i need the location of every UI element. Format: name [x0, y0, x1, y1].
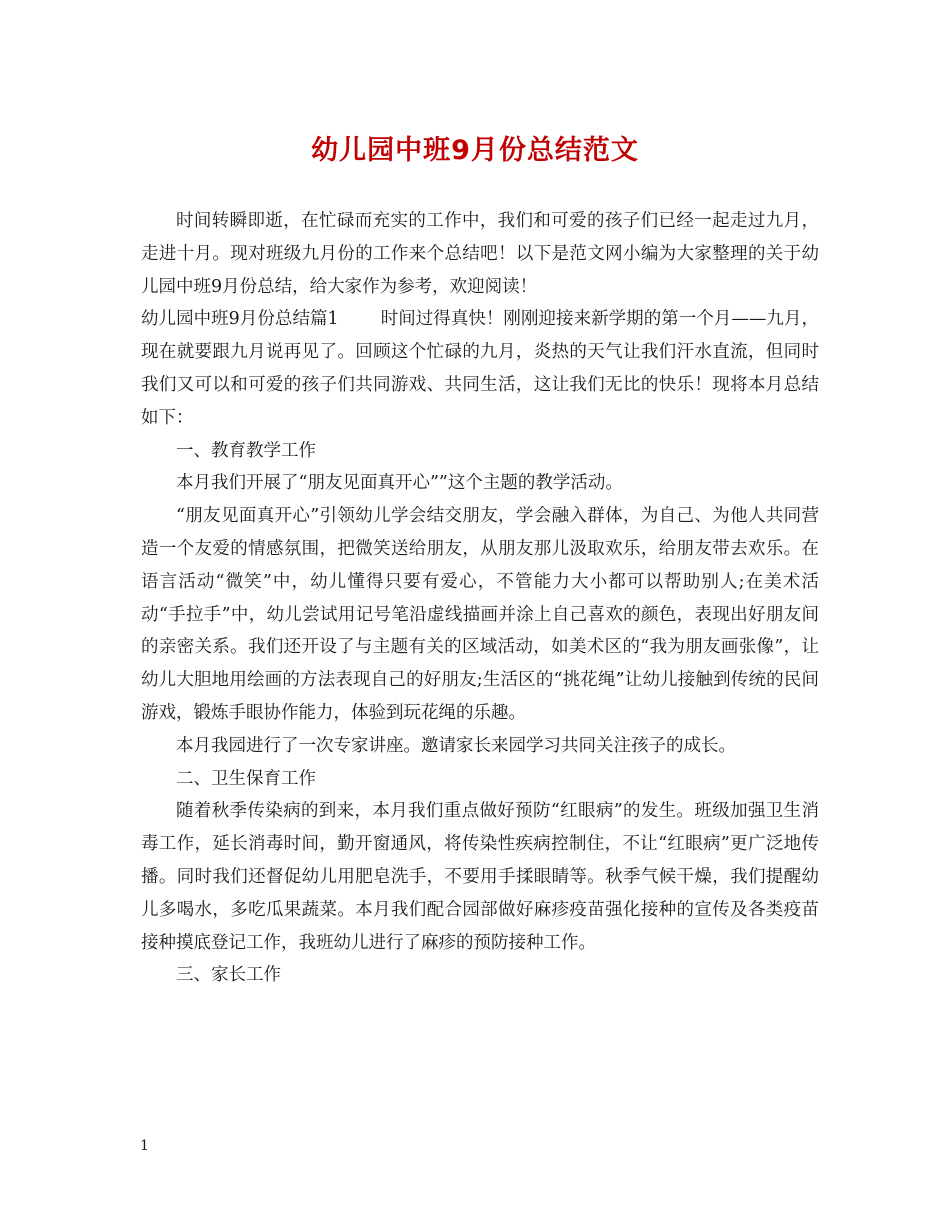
education-paragraph-3: 本月我园进行了一次专家讲座。邀请家长来园学习共同关注孩子的成长。: [176, 735, 736, 756]
education-paragraph-1: 本月我们开展了“朋友见面真开心””这个主题的教学活动。: [176, 473, 623, 494]
intro-paragraph: 时间转瞬即逝，在忙碌而充实的工作中，我们和可爱的孩子们已经一起走过九月，走进十月。现对班级九月份的工作来个总结吧！以下是范文网小编为大家整理的关于幼儿园中班9月份总结，给大家作为参考，欢迎阅读！: [141, 211, 819, 297]
document-body: [141, 205, 819, 992]
article-1-opening: 时间过得真快！刚刚迎接来新学期的第一个月——九月，现在就要跟九月说再见了。回顾这个忙碌的九月，炎热的天气让我们汗水直流，但同时我们又可以和可爱的孩子们共同游戏、共同生活，这让我们无比的快乐！现将本月总结如下：: [141, 309, 819, 428]
health-paragraph-1: 随着秋季传染病的到来，本月我们重点做好预防“红眼病”的发生。班级加强卫生消毒工作，延长消毒时间，勤开窗通风，将传染性疾病控制住，不让“红眼病”更广泛地传播。同时我们还督促幼儿用肥皂洗手，不要用手揉眼睛等。秋季气候干燥，我们提醒幼儿多喝水，多吃瓜果蔬菜。本月我们配合园部做好麻疹疫苗强化接种的宣传及各类疫苗接种摸底登记工作，我班幼儿进行了麻疹的预防接种工作。: [141, 801, 819, 953]
document-title: 幼儿园中班9月份总结范文: [311, 135, 639, 166]
education-paragraph-2: “朋友见面真开心”引领幼儿学会结交朋友，学会融入群体，为自己、为他人共同营造一个友爱的情感氛围，把微笑送给朋友，从朋友那儿汲取欢乐，给朋友带去欢乐。在语言活动“微笑”中，幼儿懂得只要有爱心，不管能力大小都可以帮助别人;在美术活动“手拉手”中，幼儿尝试用记号笔沿虚线描画并涂上自己喜欢的颜色，表现出好朋友间的亲密关系。我们还开设了与主题有关的区域活动，如美术区的“我为朋友画张像”，让幼儿大胆地用绘画的方法表现自己的好朋友;生活区的“挑花绳”让幼儿接触到传统的民间游戏，锻炼手眼协作能力，体验到玩花绳的乐趣。: [141, 506, 819, 723]
section-health-heading: 二、卫生保育工作: [176, 768, 316, 789]
section-parents-heading: 三、家长工作: [176, 965, 281, 986]
article-1-paragraph: [141, 303, 819, 434]
article-1-heading: 幼儿园中班9月份总结篇1: [141, 309, 339, 330]
page-number: 1: [140, 1138, 149, 1154]
section-education-heading: 一、教育教学工作: [176, 440, 316, 461]
